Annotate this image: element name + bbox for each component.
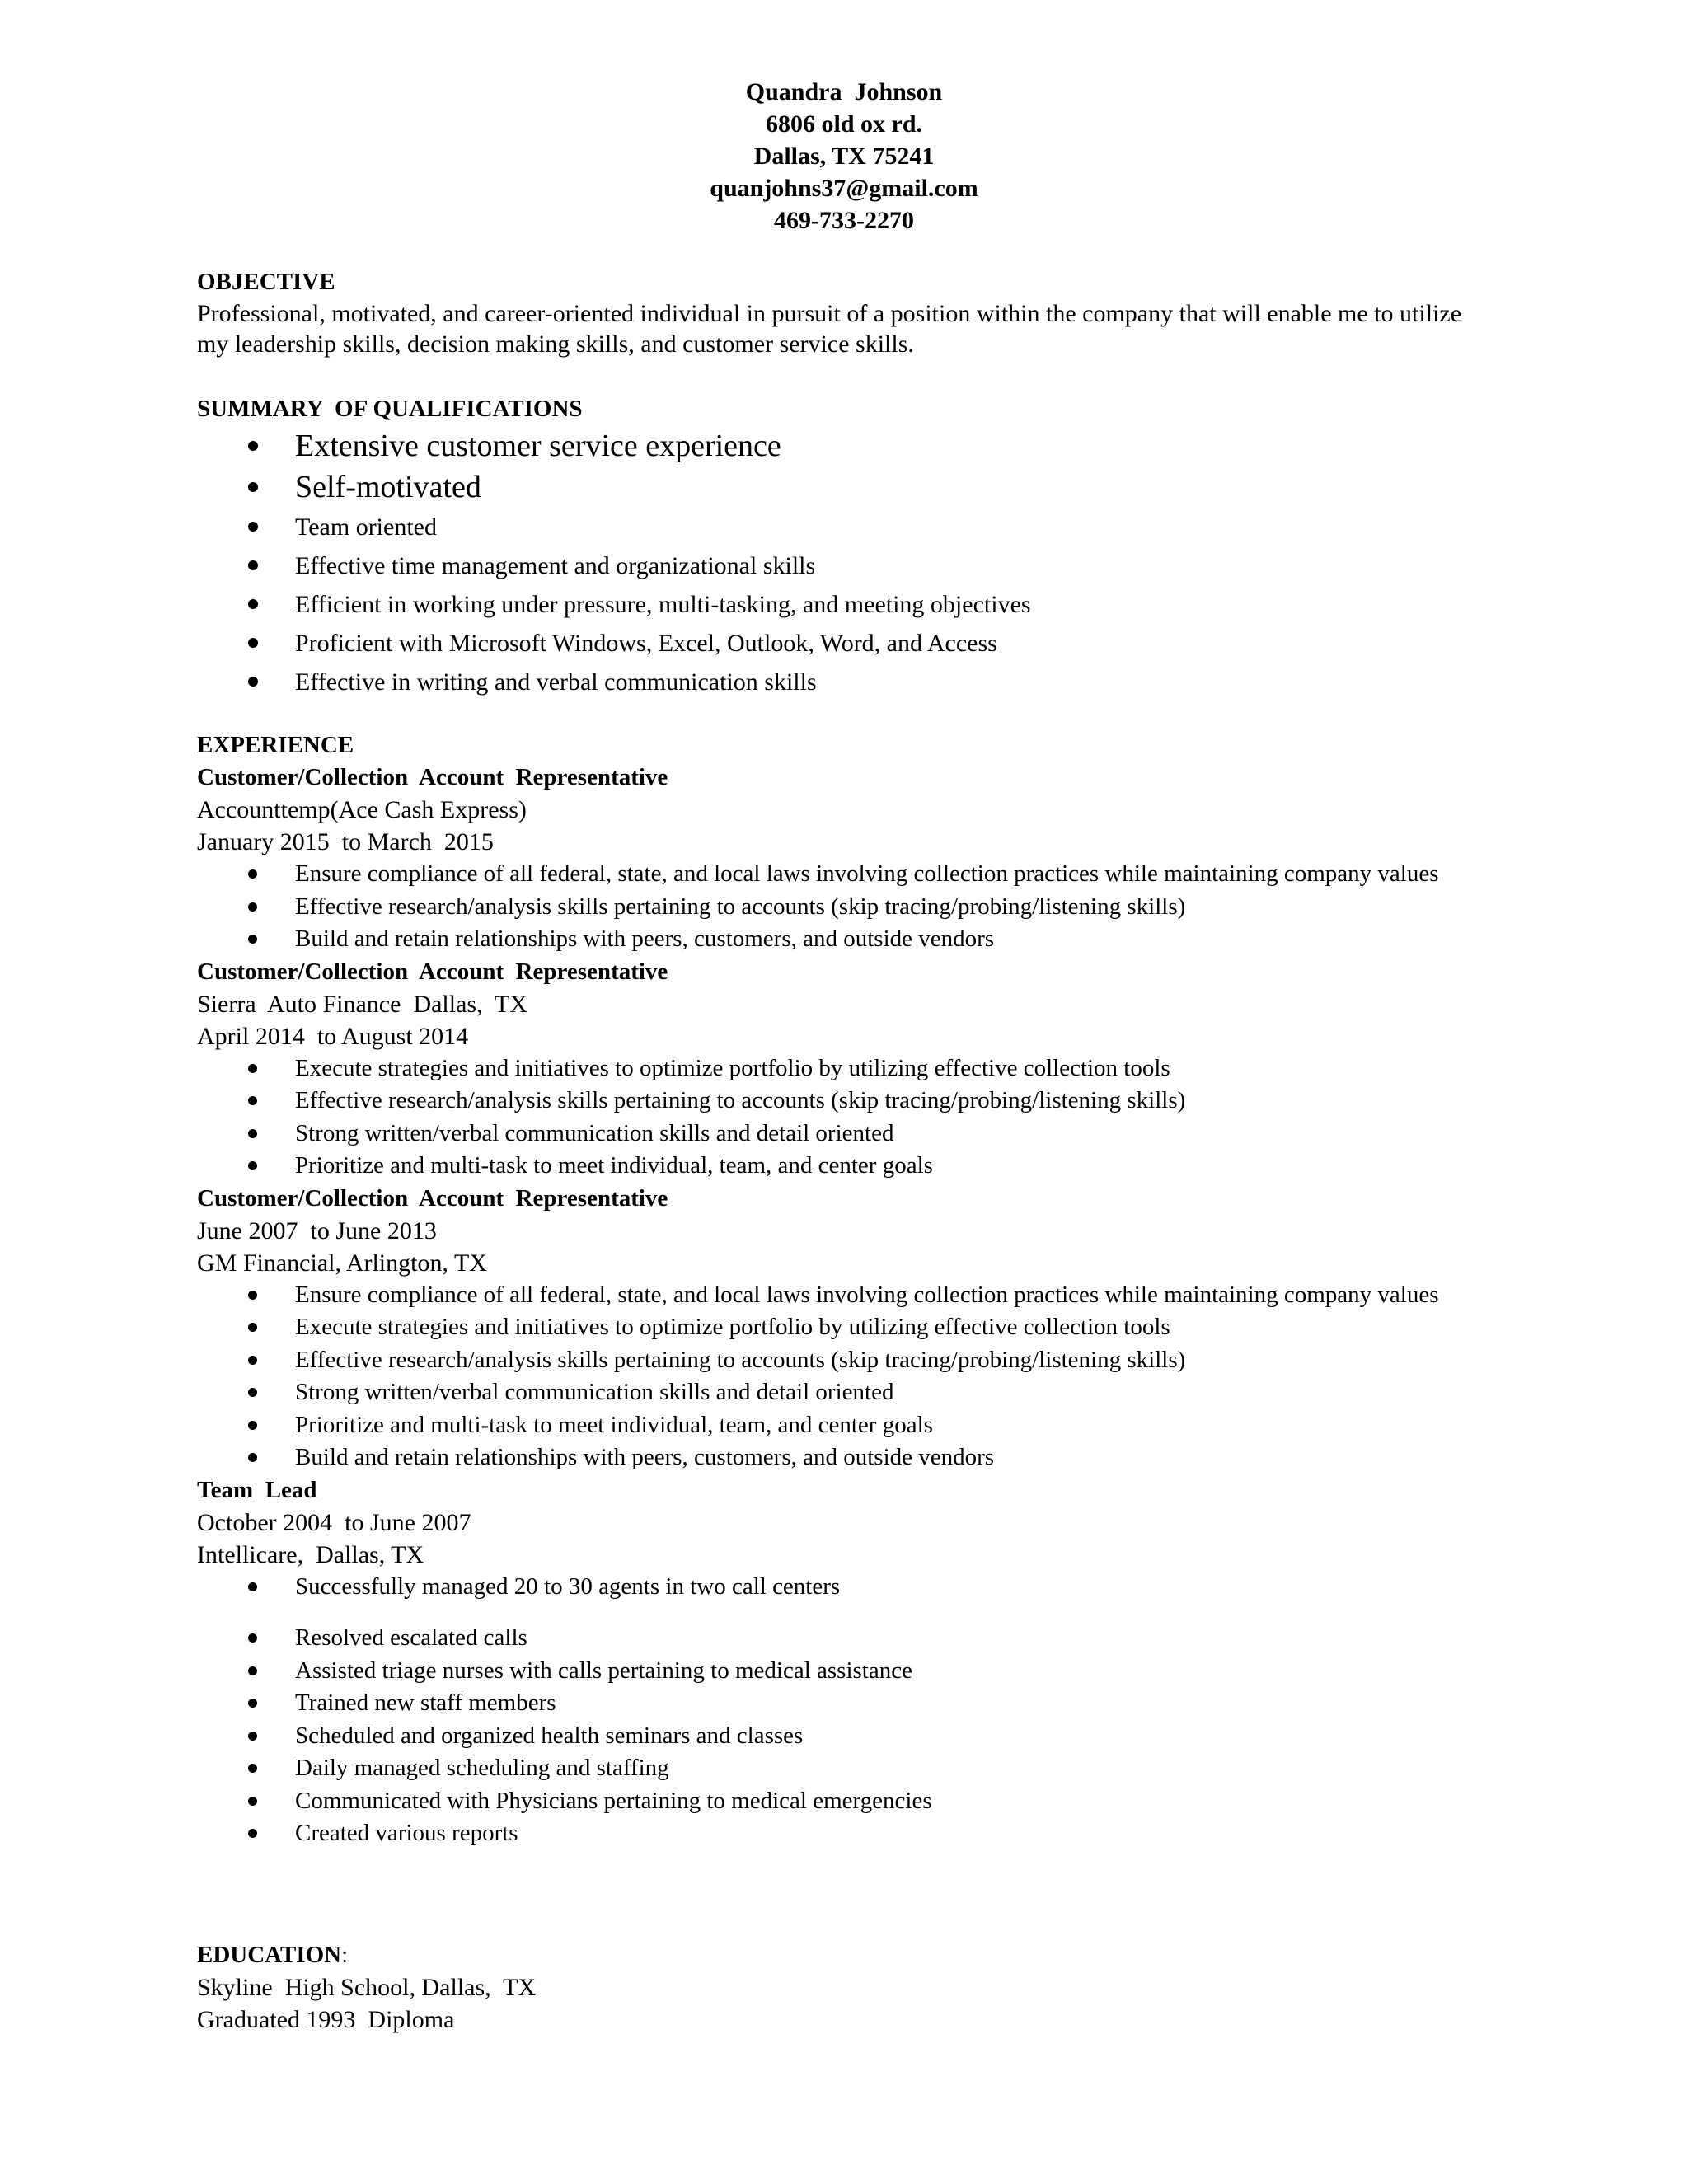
- bullet-icon: [248, 935, 257, 944]
- job-entry: [197, 1183, 1483, 1474]
- job-duties-list: [197, 1279, 1483, 1474]
- bullet-icon: [248, 677, 258, 687]
- phone-number: 469-733-2270: [774, 207, 914, 234]
- objective-section: [197, 265, 1483, 359]
- candidate-name: Quandra Johnson: [745, 78, 943, 105]
- job-dates: June 2007 to June 2013: [197, 1216, 437, 1244]
- list-item: Resolved escalated calls: [197, 1622, 1483, 1655]
- bullet-icon: [248, 482, 258, 492]
- bullet-icon: [248, 1797, 257, 1806]
- qualifications-section: [197, 392, 1483, 701]
- job-dates: January 2015 to March 2015: [197, 828, 494, 855]
- job-title: Customer/Collection Account Representative: [197, 764, 668, 790]
- job-dates: October 2004 to June 2007: [197, 1508, 471, 1536]
- job-entry: [197, 1474, 1483, 1850]
- list-item: Execute strategies and initiatives to optimize portfolio by utilizing effective collection tools: [197, 1052, 1483, 1085]
- list-item: Build and retain relationships with peers, customers, and outside vendors: [197, 923, 1483, 956]
- list-item: Build and retain relationships with peers, customers, and outside vendors: [197, 1441, 1483, 1474]
- list-item: Effective time management and organizational skills: [197, 546, 1483, 585]
- job-dates: April 2014 to August 2014: [197, 1022, 469, 1050]
- list-item: Prioritize and multi-task to meet individual, team, and center goals: [197, 1150, 1483, 1183]
- bullet-icon: [248, 1356, 257, 1365]
- job-duties-list: [197, 1571, 1483, 1850]
- list-item: Effective research/analysis skills pertaining to accounts (skip tracing/probing/listening skills): [197, 1085, 1483, 1118]
- list-item: Strong written/verbal communication skills and detail oriented: [197, 1376, 1483, 1409]
- job-employer: Intellicare, Dallas, TX: [197, 1540, 424, 1568]
- list-item: Team oriented: [197, 508, 1483, 546]
- list-item: Effective research/analysis skills pertaining to accounts (skip tracing/probing/listening skills): [197, 1344, 1483, 1377]
- bullet-icon: [248, 638, 258, 648]
- job-duties-list: [197, 858, 1483, 956]
- list-item: Communicated with Physicians pertaining to medical emergencies: [197, 1785, 1483, 1818]
- bullet-icon: [248, 1829, 257, 1838]
- street-address: 6806 old ox rd.: [765, 110, 923, 138]
- bullet-icon: [248, 560, 258, 570]
- list-item: Assisted triage nurses with calls pertaining to medical assistance: [197, 1655, 1483, 1688]
- section-heading-objective: OBJECTIVE: [197, 269, 335, 295]
- section-heading-qualifications: SUMMARY OF QUALIFICATIONS: [197, 396, 583, 422]
- list-item: Trained new staff members: [197, 1687, 1483, 1720]
- section-heading-education: EDUCATION:: [197, 1942, 349, 1968]
- list-item: Scheduled and organized health seminars and classes: [197, 1720, 1483, 1753]
- education-graduated: Graduated 1993 Diploma: [197, 2006, 455, 2033]
- bullet-icon: [248, 1291, 257, 1300]
- list-item: Extensive customer service experience: [197, 425, 1483, 466]
- bullet-icon: [248, 1323, 257, 1332]
- experience-section: [197, 729, 1483, 1850]
- email-address: quanjohns37@gmail.com: [710, 175, 978, 202]
- job-duties-list: [197, 1052, 1483, 1183]
- job-employer: GM Financial, Arlington, TX: [197, 1249, 487, 1277]
- bullet-icon: [248, 869, 257, 879]
- bullet-icon: [248, 902, 257, 912]
- bullet-icon: [248, 599, 258, 609]
- bullet-icon: [248, 1096, 257, 1105]
- qualifications-list: [197, 425, 1483, 701]
- resume-header: [0, 76, 1688, 237]
- bullet-icon: [248, 1633, 257, 1643]
- list-item: Efficient in working under pressure, multi-tasking, and meeting objectives: [197, 585, 1483, 624]
- bullet-icon: [248, 1161, 257, 1170]
- list-item: Prioritize and multi-task to meet individual, team, and center goals: [197, 1409, 1483, 1442]
- list-item: Execute strategies and initiatives to optimize portfolio by utilizing effective collection tools: [197, 1311, 1483, 1344]
- list-item: Self-motivated: [197, 466, 1483, 508]
- bullet-icon: [248, 1764, 257, 1773]
- job-employer: Accounttemp(Ace Cash Express): [197, 796, 527, 823]
- list-item: Daily managed scheduling and staffing: [197, 1752, 1483, 1785]
- list-item: Ensure compliance of all federal, state, and local laws involving collection practices while maintaining company values: [197, 858, 1483, 891]
- job-title: Customer/Collection Account Representative: [197, 1184, 668, 1212]
- education-section: [197, 1938, 1483, 2036]
- job-title: Customer/Collection Account Representative: [197, 958, 668, 985]
- bullet-icon: [248, 1421, 257, 1430]
- city-state-zip: Dallas, TX 75241: [753, 143, 935, 170]
- list-item: Strong written/verbal communication skills and detail oriented: [197, 1118, 1483, 1151]
- bullet-icon: [248, 1582, 257, 1591]
- education-school: Skyline High School, Dallas, TX: [197, 1974, 537, 2001]
- section-heading-experience: EXPERIENCE: [197, 732, 354, 758]
- list-item: Effective research/analysis skills pertaining to accounts (skip tracing/probing/listening skills): [197, 891, 1483, 924]
- list-item: Successfully managed 20 to 30 agents in two call centers: [197, 1571, 1483, 1604]
- job-entry: [197, 762, 1483, 956]
- objective-text: Professional, motivated, and career-oriented individual in pursuit of a position within the company that will enable me to utilize my leadership skills, decision making skills, and customer service skills.: [197, 300, 1462, 358]
- bullet-icon: [248, 441, 258, 451]
- job-title: Team Lead: [197, 1476, 317, 1503]
- bullet-icon: [248, 1129, 257, 1138]
- list-item: Created various reports: [197, 1817, 1483, 1850]
- list-item: Proficient with Microsoft Windows, Excel, Outlook, Word, and Access: [197, 624, 1483, 663]
- bullet-icon: [248, 1388, 257, 1397]
- list-item: Ensure compliance of all federal, state, and local laws involving collection practices while maintaining company values: [197, 1279, 1483, 1312]
- bullet-icon: [248, 1453, 257, 1462]
- bullet-icon: [248, 522, 258, 532]
- job-employer: Sierra Auto Finance Dallas, TX: [197, 990, 528, 1018]
- job-entry: [197, 956, 1483, 1183]
- bullet-icon: [248, 1699, 257, 1708]
- bullet-icon: [248, 1732, 257, 1741]
- bullet-icon: [248, 1666, 257, 1675]
- list-item: Effective in writing and verbal communication skills: [197, 663, 1483, 701]
- bullet-icon: [248, 1064, 257, 1073]
